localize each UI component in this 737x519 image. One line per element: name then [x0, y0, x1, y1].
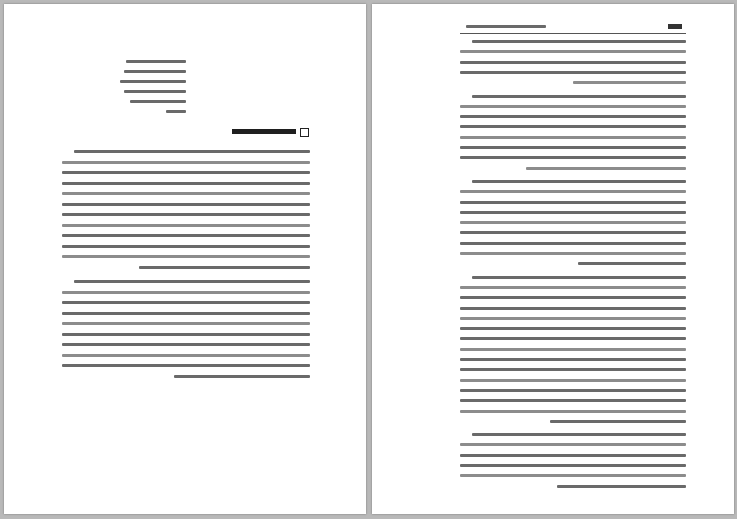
- text-line: [460, 389, 686, 392]
- running-header: [466, 25, 546, 28]
- poem-line: [124, 90, 186, 93]
- text-line: [460, 348, 686, 351]
- header-rule: [460, 33, 686, 34]
- text-line: [460, 410, 686, 413]
- text-line: [62, 213, 310, 216]
- text-line: [460, 454, 686, 457]
- text-line: [460, 201, 686, 204]
- text-line: [460, 156, 686, 159]
- section-heading: [232, 129, 296, 134]
- text-line: [460, 136, 686, 139]
- poem-line: [120, 80, 186, 83]
- text-line: [62, 312, 310, 315]
- text-line: [460, 146, 686, 149]
- text-line: [139, 266, 310, 269]
- text-line: [557, 485, 686, 488]
- page-number: [668, 24, 682, 29]
- text-line: [460, 242, 686, 245]
- text-line: [472, 433, 686, 436]
- text-line: [62, 255, 310, 258]
- text-line: [62, 364, 310, 367]
- text-line: [460, 71, 686, 74]
- text-line: [62, 234, 310, 237]
- text-line: [62, 301, 310, 304]
- text-line: [460, 190, 686, 193]
- text-line: [62, 171, 310, 174]
- text-line: [472, 180, 686, 183]
- text-line: [460, 221, 686, 224]
- text-line: [62, 343, 310, 346]
- checkbox-icon: [300, 128, 309, 137]
- text-line: [460, 286, 686, 289]
- text-line: [472, 40, 686, 43]
- text-line: [62, 354, 310, 357]
- text-line: [460, 474, 686, 477]
- text-line: [62, 333, 310, 336]
- text-line: [573, 81, 686, 84]
- poem-line: [166, 110, 186, 113]
- text-line: [174, 375, 310, 378]
- text-line: [460, 464, 686, 467]
- text-line: [62, 203, 310, 206]
- text-line: [62, 322, 310, 325]
- text-line: [460, 296, 686, 299]
- text-line: [62, 291, 310, 294]
- text-line: [460, 125, 686, 128]
- left-page: [4, 4, 366, 514]
- text-line: [460, 61, 686, 64]
- text-line: [460, 368, 686, 371]
- text-line: [74, 150, 310, 153]
- text-line: [460, 337, 686, 340]
- text-line: [472, 95, 686, 98]
- right-page: [372, 4, 734, 514]
- text-line: [460, 379, 686, 382]
- text-line: [460, 307, 686, 310]
- text-line: [526, 167, 686, 170]
- text-line: [62, 182, 310, 185]
- text-line: [472, 276, 686, 279]
- text-line: [62, 161, 310, 164]
- text-line: [460, 399, 686, 402]
- text-line: [460, 252, 686, 255]
- text-line: [74, 280, 310, 283]
- text-line: [578, 262, 686, 265]
- poem-line: [126, 60, 186, 63]
- text-line: [460, 231, 686, 234]
- text-line: [62, 224, 310, 227]
- text-line: [62, 245, 310, 248]
- text-line: [460, 105, 686, 108]
- text-line: [550, 420, 686, 423]
- text-line: [62, 192, 310, 195]
- text-line: [460, 211, 686, 214]
- text-line: [460, 443, 686, 446]
- poem-line: [124, 70, 186, 73]
- poem-line: [130, 100, 186, 103]
- text-line: [460, 115, 686, 118]
- text-line: [460, 327, 686, 330]
- text-line: [460, 50, 686, 53]
- text-line: [460, 358, 686, 361]
- text-line: [460, 317, 686, 320]
